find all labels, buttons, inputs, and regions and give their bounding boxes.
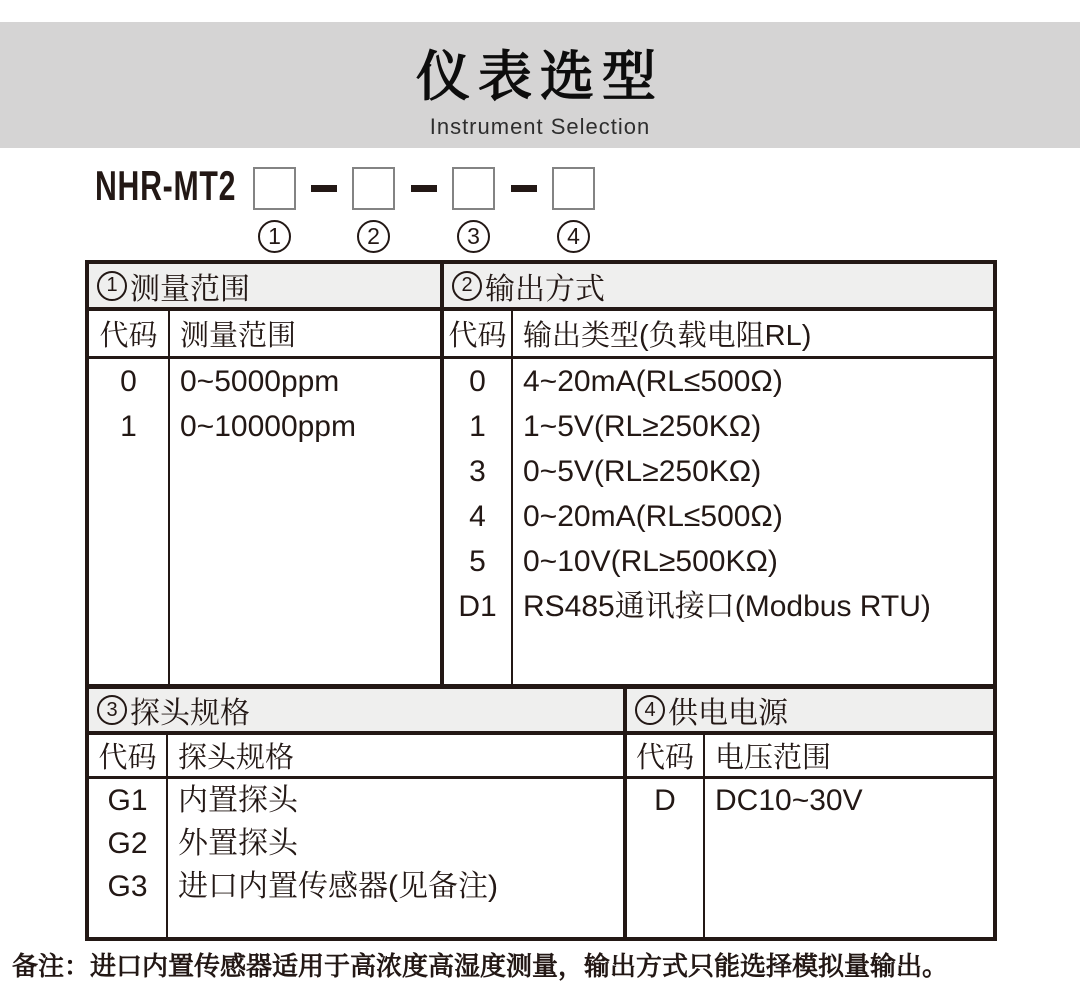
section-2-value-header: 输出类型(负载电阻RL) [523,320,812,352]
table-cell: 0~20mA(RL≤500Ω) [523,500,783,533]
section-4-body [627,779,993,937]
model-slot-1 [253,167,296,210]
section-1-column-headers [89,311,440,359]
selection-table-bottom-row [89,684,993,937]
position-marker-2-icon [357,220,390,253]
section-2-number: 2 [461,274,473,296]
table-cell: D1 [458,590,497,623]
table-cell: 0 [120,365,137,398]
section-3-number: 3 [106,698,118,721]
position-number-2: 2 [367,223,380,249]
dash-separator-2 [411,185,437,192]
table-cell: 3 [469,455,486,488]
section-2-code-column [444,359,513,684]
table-cell: 5 [469,545,486,578]
section-3-header [89,689,623,735]
position-number-4: 4 [567,223,580,249]
section-3-column-headers [89,735,623,779]
table-cell: RS485通讯接口(Modbus RTU) [523,590,931,623]
table-cell: 外置探头 [178,827,298,860]
section-2-column-headers [444,311,993,359]
section-output-mode [440,264,993,684]
section-2-title: 输出方式 [485,272,605,306]
footnote: 备注：进口内置传感器适用于高浓度高湿度测量，输出方式只能选择模拟量输出。 [12,951,949,981]
section-4-code-column [627,779,705,937]
table-cell: 1 [469,410,486,443]
section-1-header [89,264,440,311]
section-power-supply [623,689,993,937]
model-prefix: NHR-MT2 [95,162,237,209]
page-header [0,22,1080,148]
position-number-1: 1 [268,223,281,249]
section-1-code-header: 代码 [89,311,170,356]
selection-table-top-row [89,264,993,684]
section-4-code-header: 代码 [627,735,705,776]
section-1-body [89,359,440,684]
section-4-value-header: 电压范围 [715,742,832,774]
section-4-header [627,689,993,735]
table-cell: 进口内置传感器(见备注) [178,870,498,903]
section-4-value-column [705,779,993,937]
section-1-value-column [170,359,440,684]
table-cell: 0~5000ppm [180,365,340,398]
table-cell: G3 [107,870,148,903]
position-marker-3-icon [457,220,490,253]
section-4-column-headers [627,735,993,779]
section-1-title: 测量范围 [130,272,250,306]
table-cell: 0 [469,365,486,398]
section-4-number-icon [635,695,665,725]
section-1-number-icon [97,271,127,301]
model-slot-4 [552,167,595,210]
section-1-value-header: 测量范围 [180,320,297,352]
selection-table [85,260,997,941]
table-cell: 0~5V(RL≥250KΩ) [523,455,762,488]
section-3-code-header: 代码 [89,735,168,776]
section-2-code-header: 代码 [444,311,513,356]
dash-separator-1 [311,185,337,192]
table-cell: G1 [107,784,148,817]
table-cell: D [654,784,676,817]
table-cell: DC10~30V [715,784,863,817]
model-slot-3 [452,167,495,210]
table-cell: 4~20mA(RL≤500Ω) [523,365,783,398]
section-3-body [89,779,623,937]
table-cell: 0~10V(RL≥500KΩ) [523,545,778,578]
section-3-value-header: 探头规格 [178,742,295,774]
table-cell: 1 [120,410,137,443]
section-1-number: 1 [106,274,118,296]
section-1-code-column [89,359,170,684]
section-probe-spec [89,689,623,937]
position-number-3: 3 [467,223,480,249]
table-cell: G2 [107,827,148,860]
position-marker-1-icon [258,220,291,253]
page-subtitle: Instrument Selection [429,114,651,139]
section-4-title: 供电电源 [668,697,788,730]
table-cell: 0~10000ppm [180,410,356,443]
section-3-number-icon [97,695,127,725]
position-marker-4-icon [557,220,590,253]
section-2-value-column [513,359,993,684]
section-4-number: 4 [644,698,656,721]
section-3-value-column [168,779,623,937]
section-3-code-column [89,779,168,937]
table-cell: 4 [469,500,486,533]
section-measurement-range [89,264,440,684]
section-2-number-icon [452,271,482,301]
model-slot-2 [352,167,395,210]
section-2-body [444,359,993,684]
section-3-title: 探头规格 [130,697,250,730]
dash-separator-3 [511,185,537,192]
section-2-header [444,264,993,311]
page-title: 仪表选型 [416,47,664,107]
table-cell: 内置探头 [178,784,298,817]
table-cell: 1~5V(RL≥250KΩ) [523,410,762,443]
